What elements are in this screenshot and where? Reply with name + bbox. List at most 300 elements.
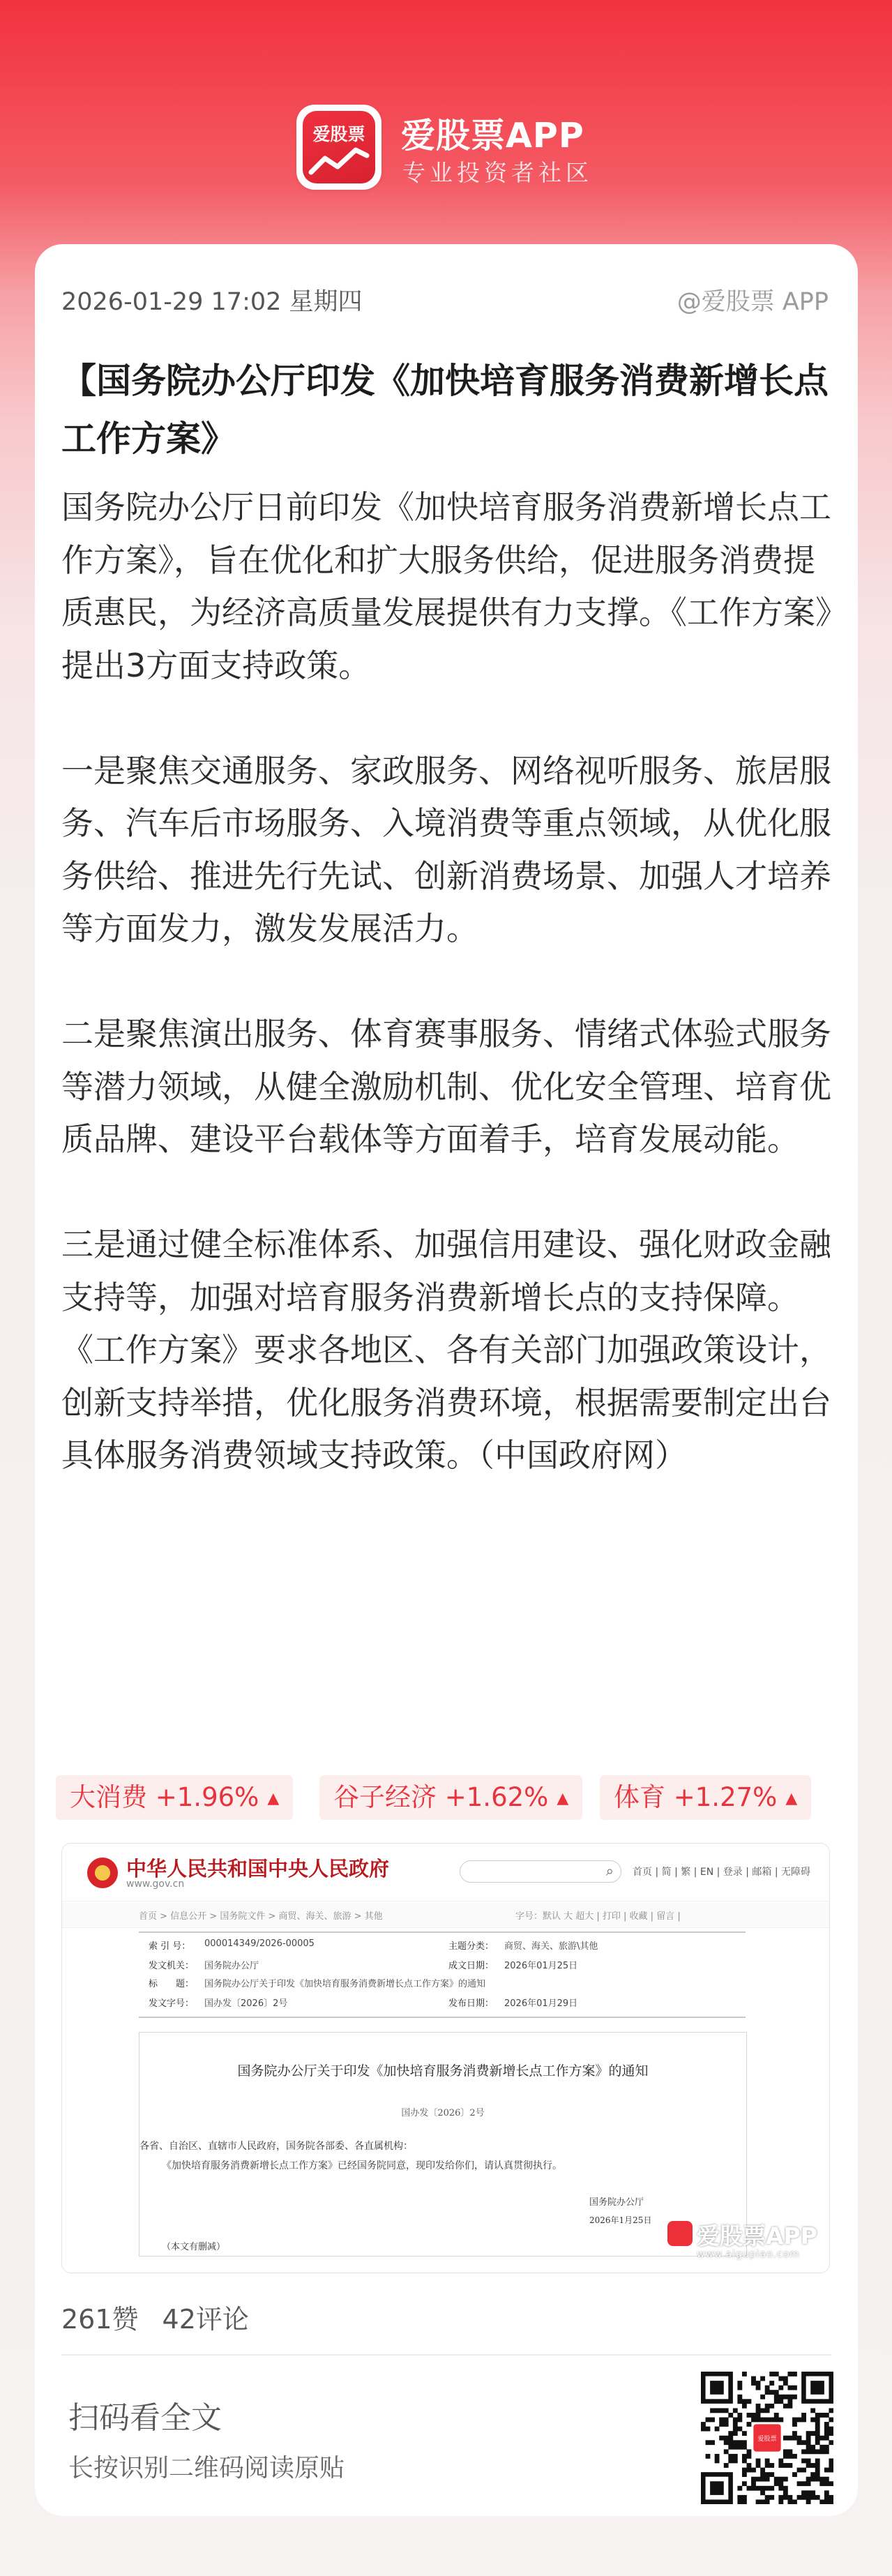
watermark-logo-icon bbox=[667, 2221, 693, 2246]
up-arrow-icon: ▲ bbox=[267, 1790, 280, 1807]
qr-module bbox=[824, 2427, 829, 2432]
qr-module bbox=[742, 2440, 747, 2445]
info-value: 000014349/2026-00005 bbox=[204, 1938, 315, 1949]
qr-module bbox=[824, 2422, 829, 2427]
qr-module bbox=[737, 2395, 742, 2400]
qr-module bbox=[737, 2499, 742, 2504]
qr-module bbox=[724, 2449, 729, 2454]
qr-module bbox=[778, 2458, 783, 2463]
qr-module bbox=[710, 2440, 715, 2445]
qr-module bbox=[829, 2431, 833, 2436]
qr-module bbox=[792, 2372, 797, 2377]
qr-module bbox=[760, 2499, 765, 2504]
qr-module bbox=[751, 2468, 756, 2473]
qr-module bbox=[719, 2408, 724, 2413]
qr-module bbox=[801, 2440, 806, 2445]
qr-module bbox=[797, 2440, 802, 2445]
up-arrow-icon: ▲ bbox=[557, 1790, 569, 1807]
qr-module bbox=[765, 2477, 770, 2482]
qr-module bbox=[742, 2445, 747, 2450]
qr-module bbox=[815, 2427, 820, 2432]
qr-module bbox=[715, 2458, 720, 2463]
qr-module bbox=[719, 2436, 724, 2441]
qr-module bbox=[815, 2418, 820, 2423]
qr-module bbox=[769, 2495, 774, 2500]
qr-module bbox=[724, 2408, 729, 2413]
qr-module bbox=[760, 2468, 765, 2473]
qr-module bbox=[824, 2436, 829, 2441]
qr-module bbox=[751, 2418, 756, 2423]
qr-module bbox=[810, 2418, 815, 2423]
qr-module bbox=[737, 2418, 742, 2423]
qr-module bbox=[751, 2381, 756, 2386]
info-row bbox=[149, 1938, 741, 1954]
qr-module bbox=[706, 2418, 711, 2423]
qr-module bbox=[792, 2436, 797, 2441]
qr-module bbox=[783, 2490, 788, 2495]
qr-module bbox=[756, 2408, 761, 2413]
qr-module bbox=[769, 2472, 774, 2477]
gov-site-url: www.gov.cn bbox=[126, 1878, 185, 1890]
qr-module bbox=[760, 2395, 765, 2400]
qr-module bbox=[787, 2463, 792, 2468]
qr-module bbox=[815, 2468, 820, 2473]
qr-module bbox=[806, 2499, 811, 2504]
qr-module bbox=[806, 2477, 811, 2482]
qr-module bbox=[792, 2418, 797, 2423]
breadcrumb-path: 首页 > 信息公开 > 国务院文件 > 商贸、海关、旅游 > 其他 bbox=[139, 1911, 383, 1922]
qr-module bbox=[806, 2481, 811, 2486]
qr-module bbox=[810, 2495, 815, 2500]
qr-module bbox=[751, 2377, 756, 2381]
stock-tag[interactable] bbox=[56, 1775, 293, 1820]
doc-end-note: （本文有删减） bbox=[162, 2242, 226, 2252]
gov-site-title: 中华人民共和国中央人民政府 bbox=[126, 1857, 390, 1881]
qr-module bbox=[747, 2454, 752, 2459]
paragraph: 三是通过健全标准体系、加强信用建设、强化财政金融支持等，加强对培育服务消费新增长点的支持保障。《工作方案》要求各地区、各有关部门加强政策设计，创新支持举措，优化服务消费环境，根据需要制定出台具体服务消费领域支持政策。（中国政府网） bbox=[61, 1226, 831, 1474]
qr-module bbox=[742, 2372, 747, 2377]
info-value: 国办发〔2026〕2号 bbox=[204, 1998, 288, 2009]
qr-module bbox=[747, 2449, 752, 2454]
attached-image[interactable] bbox=[61, 1843, 830, 2273]
qr-module bbox=[797, 2418, 802, 2423]
qr-module bbox=[742, 2404, 747, 2409]
doc-info-table bbox=[139, 1931, 746, 2018]
qr-module bbox=[774, 2399, 779, 2404]
qr-module bbox=[756, 2404, 761, 2409]
qr-module bbox=[760, 2377, 765, 2381]
qr-module bbox=[819, 2499, 824, 2504]
qr-module bbox=[742, 2458, 747, 2463]
qr-module bbox=[787, 2386, 792, 2390]
qr-module bbox=[728, 2436, 733, 2441]
qr-module bbox=[747, 2422, 752, 2427]
qr-module bbox=[783, 2463, 788, 2468]
qr-module bbox=[733, 2431, 738, 2436]
info-key: 发文字号： bbox=[149, 1998, 195, 2009]
scan-title: 扫码看全文 bbox=[68, 2400, 222, 2436]
qr-module bbox=[769, 2486, 774, 2491]
stock-tag[interactable] bbox=[319, 1775, 582, 1820]
qr-module bbox=[747, 2413, 752, 2418]
qr-module bbox=[824, 2499, 829, 2504]
national-emblem-icon bbox=[87, 1858, 118, 1888]
qr-module bbox=[778, 2399, 783, 2404]
qr-module bbox=[824, 2445, 829, 2450]
qr-module bbox=[728, 2440, 733, 2445]
qr-module bbox=[756, 2381, 761, 2386]
qr-module bbox=[715, 2454, 720, 2459]
qr-module bbox=[801, 2449, 806, 2454]
qr-module bbox=[765, 2486, 770, 2491]
qr-module bbox=[719, 2422, 724, 2427]
qr-module bbox=[829, 2499, 833, 2504]
breadcrumb-tools: 字号：默认 大 超大 | 打印 | 收藏 | 留言 | bbox=[515, 1911, 681, 1922]
qr-module bbox=[756, 2418, 761, 2423]
qr-module bbox=[778, 2386, 783, 2390]
info-key: 发布日期： bbox=[448, 1998, 494, 2009]
qr-module bbox=[829, 2427, 833, 2432]
qr-module bbox=[751, 2486, 756, 2491]
qr-module bbox=[801, 2418, 806, 2423]
qr-module bbox=[792, 2386, 797, 2390]
doc-body-line: 《加快培育服务消费新增长点工作方案》已经国务院同意，现印发给你们，请认真贯彻执行。 bbox=[162, 2160, 562, 2171]
qr-module bbox=[819, 2436, 824, 2441]
paragraph: 国务院办公厅日前印发《加快培育服务消费新增长点工作方案》，旨在优化和扩大服务供给，促进服务消费提质惠民，为经济高质量发展提供有力支撑。《工作方案》提出3方面支持政策。 bbox=[61, 488, 831, 684]
qr-module bbox=[765, 2386, 770, 2390]
qr-module bbox=[783, 2454, 788, 2459]
qr-module bbox=[710, 2418, 715, 2423]
qr-module bbox=[765, 2495, 770, 2500]
qr-module bbox=[751, 2477, 756, 2482]
qr-module bbox=[810, 2408, 815, 2413]
qr-module bbox=[760, 2418, 765, 2423]
qr-module bbox=[706, 2454, 711, 2459]
qr-module bbox=[756, 2499, 761, 2504]
qr-module bbox=[806, 2445, 811, 2450]
post-headline: 【国务院办公厅印发《加快培育服务消费新增长点工作方案》 bbox=[61, 361, 829, 459]
qr-module bbox=[769, 2463, 774, 2468]
search-icon: ⌕ bbox=[605, 1862, 614, 1879]
qr-module bbox=[801, 2458, 806, 2463]
qr-module bbox=[806, 2431, 811, 2436]
qr-module bbox=[824, 2490, 829, 2495]
qr-module bbox=[728, 2454, 733, 2459]
qr-module bbox=[783, 2477, 788, 2482]
info-row bbox=[149, 1996, 741, 2011]
qr-module bbox=[801, 2468, 806, 2473]
info-value: 国务院办公厅关于印发《加快培育服务消费新增长点工作方案》的通知 bbox=[204, 1979, 486, 1989]
doc-body-line: 各省、自治区、直辖市人民政府，国务院各部委、各直属机构： bbox=[139, 2141, 413, 2152]
info-key: 索 引 号： bbox=[149, 1941, 191, 1952]
divider bbox=[61, 2354, 831, 2356]
qr-module bbox=[806, 2495, 811, 2500]
qr-module bbox=[774, 2390, 779, 2395]
qr-module bbox=[829, 2481, 833, 2486]
qr-module bbox=[801, 2495, 806, 2500]
qr-module bbox=[815, 2440, 820, 2445]
qr-module bbox=[737, 2386, 742, 2390]
qr-module bbox=[751, 2413, 756, 2418]
qr-module bbox=[778, 2486, 783, 2491]
qr-module bbox=[765, 2499, 770, 2504]
qr-module bbox=[815, 2436, 820, 2441]
qr-module bbox=[783, 2404, 788, 2409]
qr-module bbox=[760, 2472, 765, 2477]
qr-module bbox=[742, 2499, 747, 2504]
gov-search-box bbox=[460, 1860, 621, 1883]
qr-module bbox=[783, 2495, 788, 2500]
qr-module bbox=[810, 2445, 815, 2450]
qr-module bbox=[742, 2468, 747, 2473]
qr-module bbox=[724, 2436, 729, 2441]
qr-module bbox=[797, 2481, 802, 2486]
qr-module bbox=[778, 2495, 783, 2500]
post-meta bbox=[61, 283, 829, 315]
info-value: 2026年01月29日 bbox=[504, 1998, 578, 2009]
qr-module bbox=[778, 2463, 783, 2468]
qr-module bbox=[742, 2399, 747, 2404]
qr-module bbox=[765, 2418, 770, 2423]
qr-module bbox=[778, 2481, 783, 2486]
qr-module bbox=[733, 2458, 738, 2463]
qr-module bbox=[797, 2436, 802, 2441]
up-arrow-icon: ▲ bbox=[785, 1790, 798, 1807]
qr-module bbox=[792, 2422, 797, 2427]
qr-module bbox=[815, 2422, 820, 2427]
qr-module bbox=[824, 2413, 829, 2418]
qr-module bbox=[733, 2454, 738, 2459]
qr-module bbox=[760, 2408, 765, 2413]
qr-module bbox=[724, 2440, 729, 2445]
qr-module bbox=[819, 2445, 824, 2450]
qr-module bbox=[806, 2436, 811, 2441]
qr-module bbox=[774, 2418, 779, 2423]
qr-module bbox=[737, 2445, 742, 2450]
trend-line-icon bbox=[307, 140, 371, 181]
watermark-url: www.aigupiao.com bbox=[697, 2249, 800, 2260]
qr-module bbox=[801, 2413, 806, 2418]
qr-module bbox=[824, 2449, 829, 2454]
qr-module bbox=[733, 2445, 738, 2450]
qr-module bbox=[778, 2377, 783, 2381]
qr-module bbox=[810, 2490, 815, 2495]
qr-module bbox=[824, 2431, 829, 2436]
qr-module bbox=[806, 2440, 811, 2445]
stock-tag[interactable] bbox=[600, 1775, 811, 1820]
qr-module bbox=[742, 2481, 747, 2486]
qr-module bbox=[792, 2499, 797, 2504]
qr-module bbox=[797, 2495, 802, 2500]
qr-module bbox=[829, 2495, 833, 2500]
qr-module bbox=[737, 2495, 742, 2500]
doc-signature: 国务院办公厅 bbox=[589, 2197, 644, 2208]
qr-module bbox=[787, 2454, 792, 2459]
qr-module bbox=[706, 2440, 711, 2445]
qr-module bbox=[756, 2463, 761, 2468]
qr-module bbox=[783, 2486, 788, 2491]
qr-module bbox=[787, 2499, 792, 2504]
qr-module bbox=[737, 2440, 742, 2445]
qr-module bbox=[778, 2395, 783, 2400]
qr-module bbox=[810, 2463, 815, 2468]
qr-module bbox=[815, 2477, 820, 2482]
qr-module bbox=[815, 2431, 820, 2436]
qr-module bbox=[774, 2477, 779, 2482]
qr-module bbox=[756, 2413, 761, 2418]
qr-module bbox=[815, 2413, 820, 2418]
qr-module bbox=[829, 2463, 833, 2468]
qr-module bbox=[733, 2427, 738, 2432]
qr-module bbox=[760, 2477, 765, 2482]
qr-module bbox=[719, 2418, 724, 2423]
qr-module bbox=[787, 2404, 792, 2409]
qr-module bbox=[787, 2436, 792, 2441]
like-count[interactable]: 261赞 bbox=[61, 2304, 139, 2335]
qr-module bbox=[797, 2468, 802, 2473]
post-card bbox=[35, 244, 858, 2516]
qr-module bbox=[756, 2386, 761, 2390]
qr-module bbox=[792, 2472, 797, 2477]
stock-tag-label: 大消费 +1.96% bbox=[70, 1782, 259, 1812]
info-value: 2026年01月25日 bbox=[504, 1961, 578, 1971]
qr-module bbox=[724, 2422, 729, 2427]
qr-module bbox=[806, 2458, 811, 2463]
qr-module bbox=[769, 2390, 774, 2395]
qr-module bbox=[815, 2472, 820, 2477]
qr-module bbox=[742, 2454, 747, 2459]
qr-module bbox=[715, 2408, 720, 2413]
qr-module bbox=[824, 2495, 829, 2500]
doc-number: 国办发〔2026〕2号 bbox=[401, 2108, 485, 2118]
qr-module bbox=[760, 2490, 765, 2495]
stock-tag-label: 谷子经济 +1.62% bbox=[333, 1782, 549, 1812]
qr-module bbox=[737, 2413, 742, 2418]
qr-module bbox=[824, 2481, 829, 2486]
paragraph: 一是聚焦交通服务、家政服务、网络视听服务、旅居服务、汽车后市场服务、入境消费等重点领域，从优化服务供给、推进先行先试、创新消费场景、加强人才培养等方面发力，激发发展活力。 bbox=[61, 751, 831, 947]
info-value: 商贸、海关、旅游\其他 bbox=[504, 1941, 598, 1952]
info-key: 标 题： bbox=[149, 1979, 195, 1989]
doc-content bbox=[139, 2032, 747, 2257]
qr-module bbox=[787, 2395, 792, 2400]
qr-module bbox=[824, 2468, 829, 2473]
qr-module bbox=[783, 2449, 788, 2454]
qr-module bbox=[829, 2440, 833, 2445]
qr-module bbox=[742, 2431, 747, 2436]
qr-module bbox=[728, 2431, 733, 2436]
qr-module bbox=[728, 2445, 733, 2450]
qr-module bbox=[728, 2413, 733, 2418]
qr-module bbox=[806, 2490, 811, 2495]
stock-tags bbox=[56, 1775, 844, 1820]
qr-module bbox=[774, 2481, 779, 2486]
qr-module bbox=[801, 2481, 806, 2486]
qr-module bbox=[747, 2463, 752, 2468]
qr-module bbox=[733, 2408, 738, 2413]
qr-module bbox=[724, 2418, 729, 2423]
gov-breadcrumb bbox=[62, 1902, 829, 1928]
stock-tag-label: 体育 +1.27% bbox=[614, 1782, 778, 1812]
scan-hint: 长按识别二维码阅读原贴 bbox=[68, 2454, 345, 2483]
qr-module bbox=[824, 2477, 829, 2482]
qr-module bbox=[819, 2481, 824, 2486]
qr-module bbox=[801, 2490, 806, 2495]
qr-module bbox=[737, 2486, 742, 2491]
post-source[interactable]: @爱股票 APP bbox=[676, 288, 829, 316]
qr-module bbox=[778, 2418, 783, 2423]
qr-module bbox=[769, 2381, 774, 2386]
qr-code[interactable] bbox=[701, 2372, 833, 2504]
post-datetime: 2026-01-29 17:02 星期四 bbox=[61, 288, 363, 316]
qr-module bbox=[737, 2381, 742, 2386]
qr-module bbox=[778, 2477, 783, 2482]
qr-module bbox=[756, 2477, 761, 2482]
qr-module bbox=[774, 2372, 779, 2377]
qr-module bbox=[724, 2463, 729, 2468]
qr-module bbox=[774, 2395, 779, 2400]
qr-module bbox=[787, 2449, 792, 2454]
qr-module bbox=[742, 2495, 747, 2500]
qr-module bbox=[787, 2372, 792, 2377]
qr-module bbox=[737, 2399, 742, 2404]
qr-module bbox=[733, 2418, 738, 2423]
info-row bbox=[149, 1958, 741, 1973]
qr-module bbox=[815, 2463, 820, 2468]
qr-module bbox=[769, 2418, 774, 2423]
watermark-name: 爱股票APP bbox=[697, 2222, 817, 2250]
qr-module bbox=[747, 2468, 752, 2473]
qr-module bbox=[783, 2436, 788, 2441]
watermark bbox=[667, 2218, 828, 2267]
qr-module bbox=[783, 2395, 788, 2400]
qr-module bbox=[765, 2472, 770, 2477]
qr-module bbox=[733, 2440, 738, 2445]
doc-title: 国务院办公厅关于印发《加快培育服务消费新增长点工作方案》的通知 bbox=[237, 2063, 649, 2079]
qr-center-label: 爱股票 bbox=[757, 2436, 777, 2443]
qr-module bbox=[756, 2458, 761, 2463]
qr-module bbox=[769, 2372, 774, 2377]
qr-module bbox=[710, 2408, 715, 2413]
comment-count[interactable]: 42评论 bbox=[162, 2304, 249, 2335]
qr-module bbox=[819, 2477, 824, 2482]
qr-module bbox=[829, 2418, 833, 2423]
qr-module bbox=[792, 2454, 797, 2459]
qr-module bbox=[769, 2404, 774, 2409]
qr-module bbox=[810, 2472, 815, 2477]
app-logo bbox=[296, 105, 381, 190]
qr-module bbox=[829, 2468, 833, 2473]
doc-signature-date: 2026年1月25日 bbox=[589, 2215, 652, 2225]
qr-module bbox=[742, 2472, 747, 2477]
qr-module bbox=[765, 2408, 770, 2413]
qr-module bbox=[765, 2390, 770, 2395]
qr-module bbox=[787, 2495, 792, 2500]
info-row bbox=[149, 1976, 741, 1991]
qr-module bbox=[737, 2427, 742, 2432]
qr-module bbox=[829, 2458, 833, 2463]
gov-site-header bbox=[62, 1844, 829, 1901]
brand-title: 爱股票APP bbox=[401, 116, 584, 156]
post-stats bbox=[61, 2298, 273, 2336]
qr-module bbox=[756, 2486, 761, 2491]
qr-module bbox=[815, 2449, 820, 2454]
qr-module bbox=[728, 2458, 733, 2463]
info-value: 国务院办公厅 bbox=[204, 1961, 259, 1971]
post-body bbox=[61, 481, 836, 1535]
qr-module bbox=[815, 2495, 820, 2500]
qr-module bbox=[778, 2499, 783, 2504]
info-key: 主题分类： bbox=[448, 1941, 494, 1952]
